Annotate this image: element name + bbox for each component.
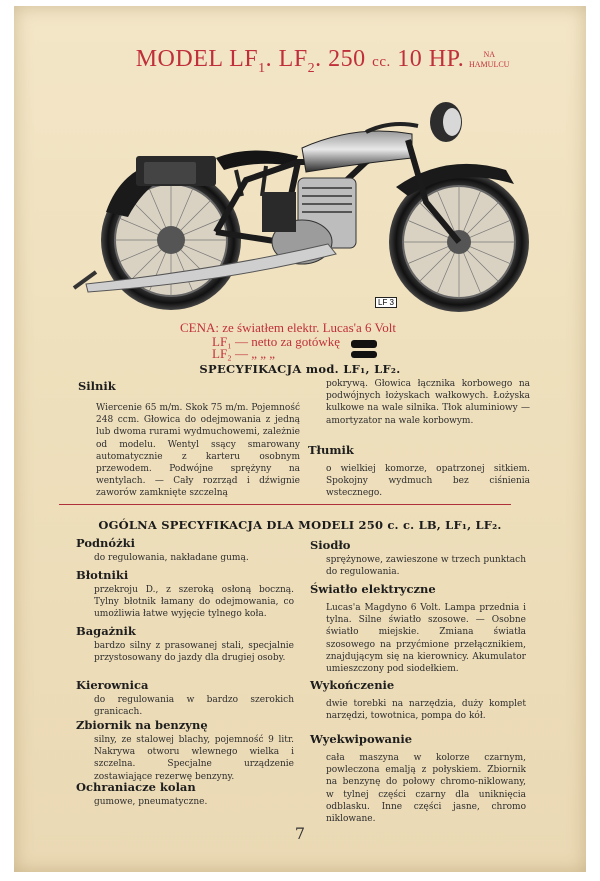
redaction-mark bbox=[351, 351, 377, 358]
left-item-heading: Kierownica bbox=[76, 678, 149, 692]
silnik-text: Wiercenie 65 m/m. Skok 75 m/m. Pojemność 248 ccm. Głowica do odejmowania z jedną lub dwoma rurami wydmuchowemi, zależnie od modelu. Wentyl ssący smarowany automatycznie z karteru osobnym przewodem. Podwójne sprężyny na wentylach. — Cały rozrząd i dźwignie zaworów zamknięte szczelną bbox=[96, 403, 300, 499]
tlumik-heading: Tłumik bbox=[308, 443, 354, 457]
model-title: MODEL $LF_1$. $LF_2$. 250 cc. 10 HP. bbox=[135, 46, 465, 76]
right-item-text: dwie torebki na narzędzia, duży komplet narzędzi, towotnica, pompa do kół. bbox=[326, 699, 526, 722]
tlumik-text: o wielkiej komorze, opatrzonej sitkiem. Spokojny wydmuch bez ciśnienia wstecznego. bbox=[326, 464, 530, 499]
price-line-3: LF₂ — „ „ „ bbox=[212, 346, 276, 361]
left-item-heading: Zbiornik na benzynę bbox=[76, 718, 208, 732]
left-item-text: gumowe, pneumatyczne. bbox=[94, 797, 208, 807]
brake-note: NA HAMULCU bbox=[469, 50, 510, 69]
right-item-text: Lucas'a Magdyno 6 Volt. Lampa przednia i tylna. Silne światło szosowe. — Osobne światło miejskie. Zmiana światła szosowego na przyćmione przełącznikiem, znajdującym się na kierownicy. Akumulator umieszczony pod siodełkiem. bbox=[326, 603, 526, 675]
left-item-heading: Bagażnik bbox=[76, 624, 136, 638]
left-item-text: przekroju D., z szeroką osłoną boczną. Tylny błotnik łamany do odejmowania, co umożliwia łatwe wyjęcie tylnego koła. bbox=[94, 585, 294, 620]
catalog-page bbox=[14, 6, 586, 872]
right-item-text: sprężynowe, zawieszone w trzech punktach do regulowania. bbox=[326, 555, 526, 578]
right-item-heading: Wyekwipowanie bbox=[310, 732, 413, 746]
silnik-text-continued: pokrywą. Głowica łącznika korbowego na podwójnych łożyskach wałkowych. Łożyska kulkowe na wale silnika. Tłok aluminiowy — amortyzator na wale korbowym. bbox=[326, 379, 530, 426]
section-divider bbox=[59, 504, 511, 505]
left-item-heading: Błotniki bbox=[76, 568, 129, 582]
left-item-text: do regulowania w bardzo szerokich granicach. bbox=[94, 695, 294, 718]
model-plate-label: LF 3 bbox=[375, 297, 397, 308]
right-item-heading: Wykończenie bbox=[310, 678, 395, 692]
left-item-text: do regulowania, nakładane gumą. bbox=[94, 553, 249, 563]
right-item-heading: Siodło bbox=[310, 538, 351, 552]
right-item-text: cała maszyna w kolorze czarnym, powleczona emalją z połyskiem. Zbiornik na benzynę do połowy chromo-niklowany, w tylnej części czarny dla uniknięcia odblasku. Inne części jasne, chromo niklowane. bbox=[326, 753, 526, 825]
right-item-heading: Światło elektryczne bbox=[310, 582, 436, 596]
motorcycle-illustration bbox=[66, 92, 536, 314]
price-line-1: CENA: ze światłem elektr. Lucas'a 6 Volt bbox=[180, 320, 396, 335]
redaction-mark bbox=[351, 340, 377, 348]
general-spec-heading: OGÓLNA SPECYFIKACJA DLA MODELI 250 c. c. LB, LF₁, LF₂. bbox=[98, 518, 502, 532]
left-item-text: bardzo silny z prasowanej stali, specjalnie przystosowany do jazdy dla drugiej osoby. bbox=[94, 641, 294, 664]
left-item-heading: Ochraniacze kolan bbox=[76, 780, 196, 794]
left-item-text: silny, ze stalowej blachy, pojemność 9 litr. Nakrywa otworu wlewnego wielka i szczelna. Specjalne urządzenie zostawiające rezerwę benzyny. bbox=[94, 735, 294, 782]
page-number: 7 bbox=[294, 824, 306, 843]
silnik-heading: Silnik bbox=[78, 379, 116, 393]
spec-heading: SPECYFIKACJA mod. LF₁, LF₂. bbox=[199, 362, 401, 376]
price-line-2: LF₁ — netto za gotówkę bbox=[212, 334, 341, 349]
left-item-heading: Podnóżki bbox=[76, 536, 135, 550]
